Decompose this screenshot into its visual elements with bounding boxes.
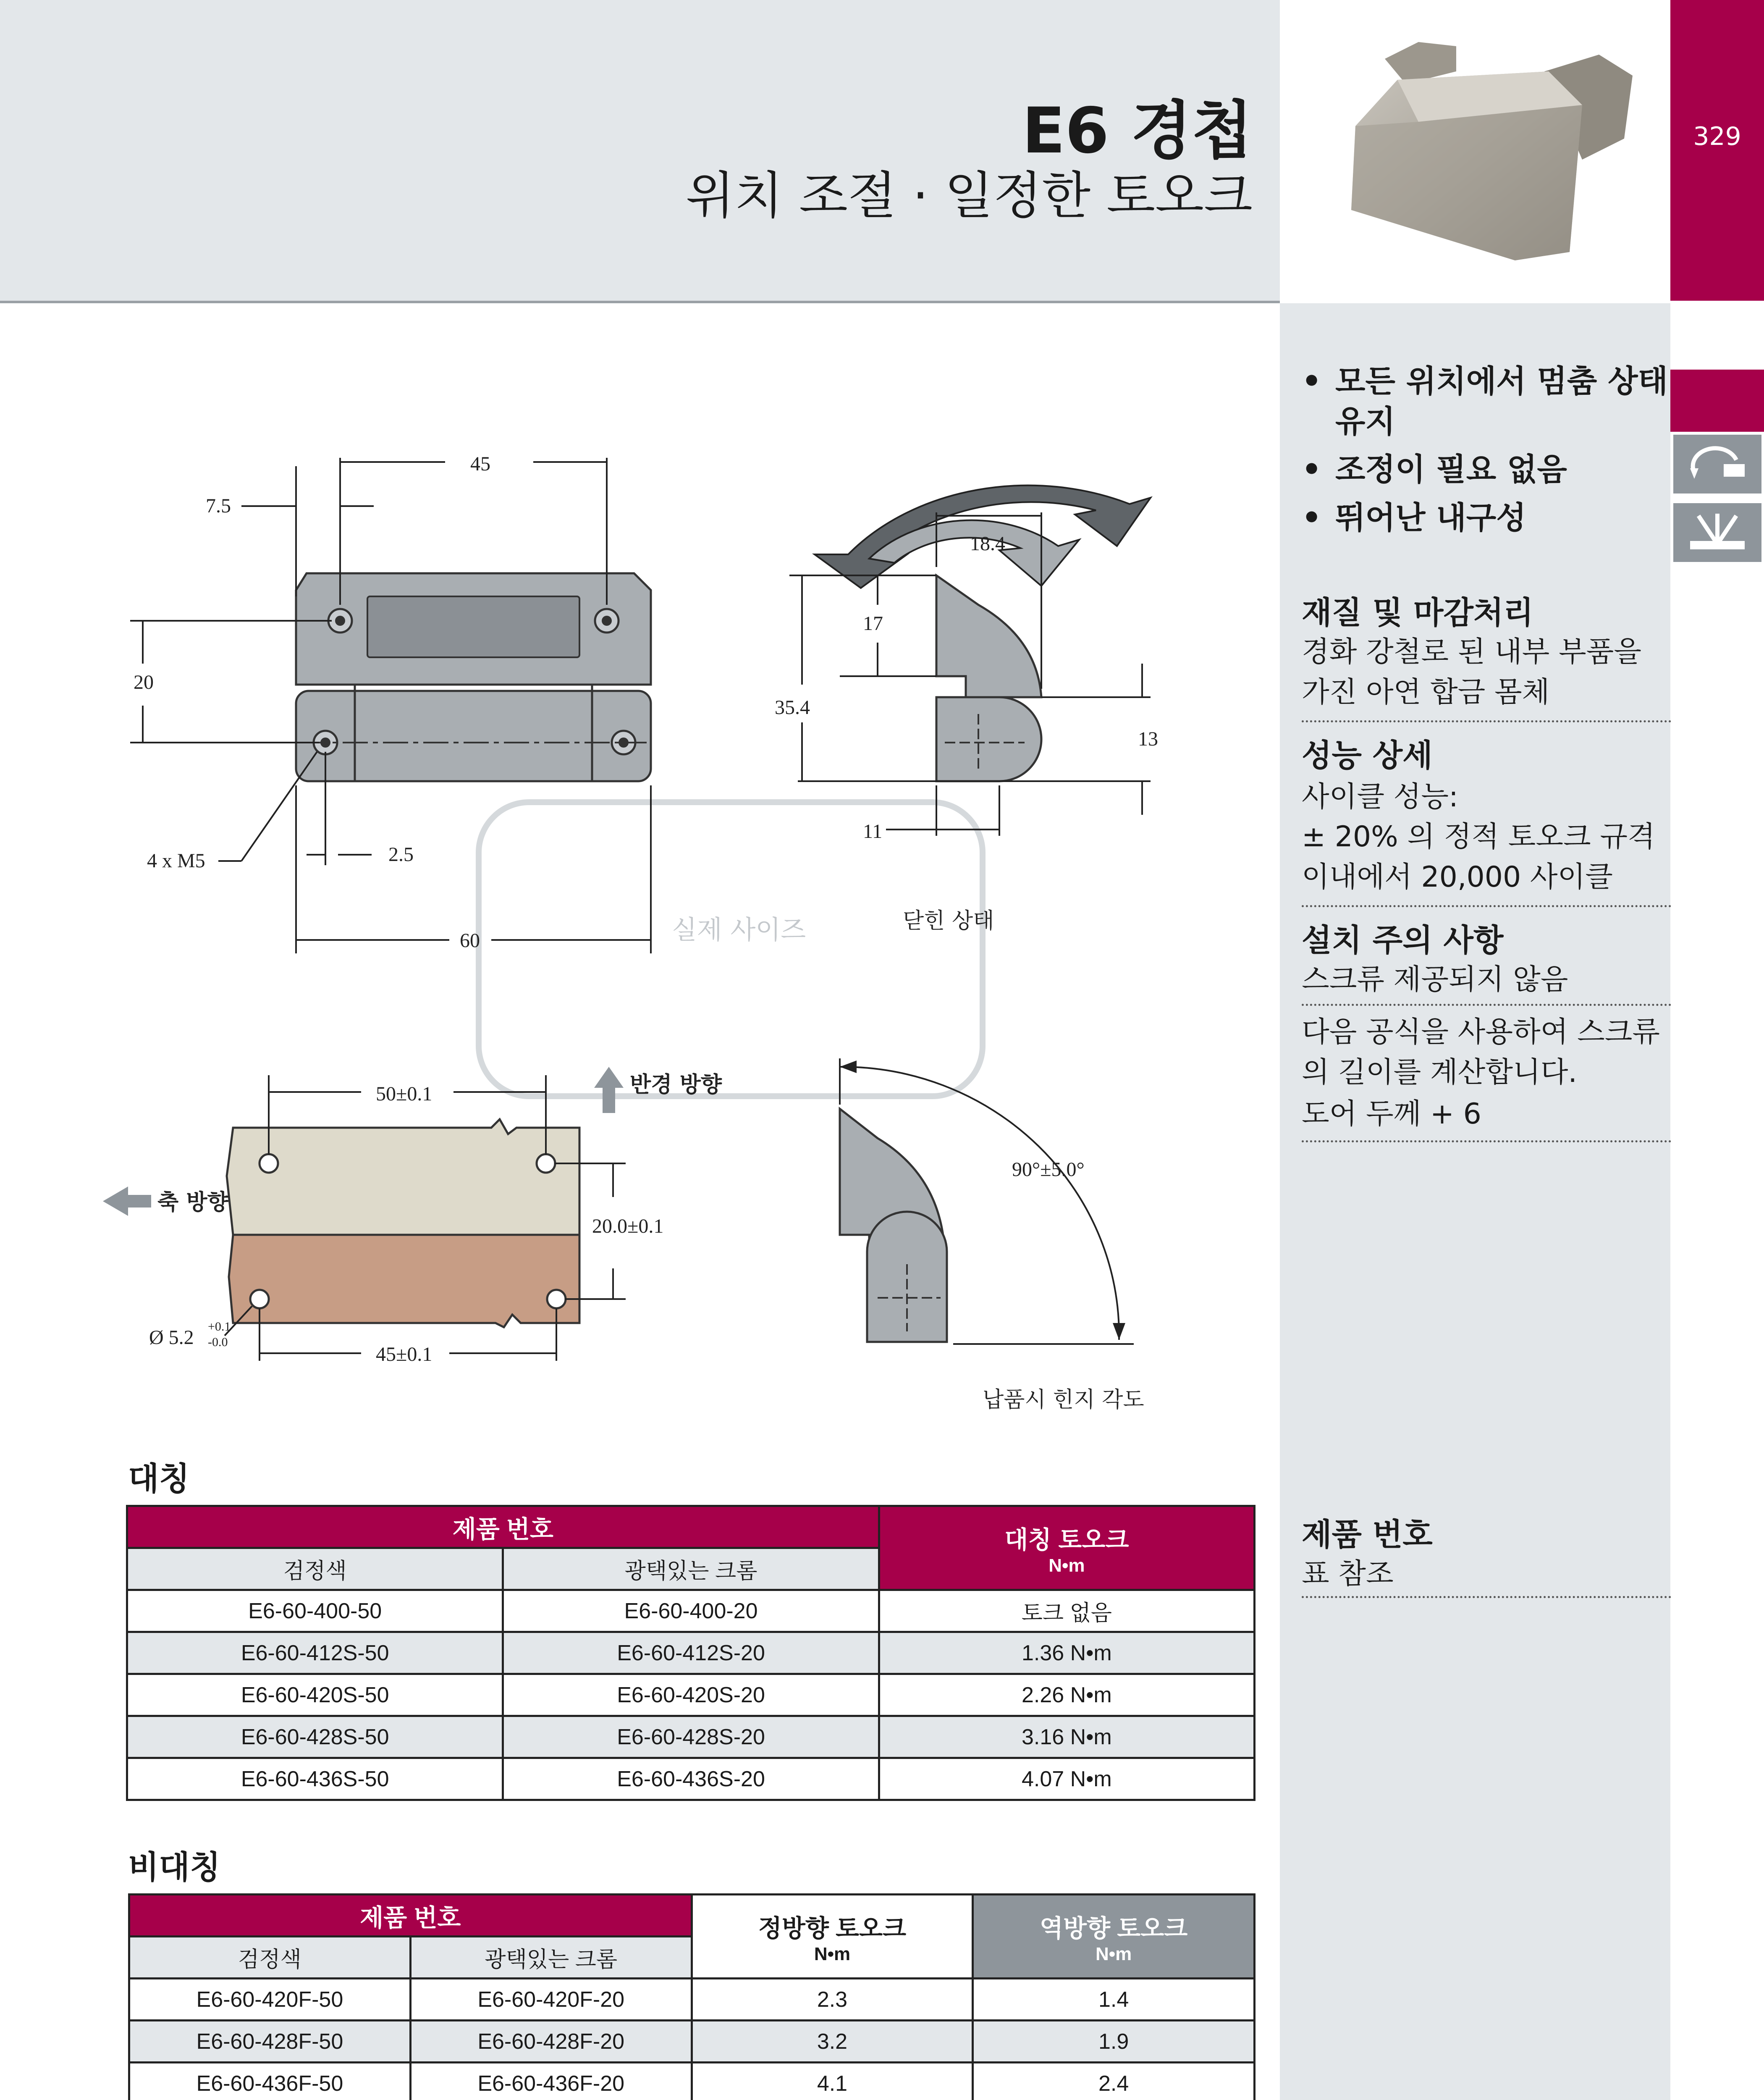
actual-size-outline bbox=[479, 802, 983, 1096]
dim-label: 35.4 bbox=[775, 696, 810, 719]
divider bbox=[1302, 1140, 1671, 1142]
hinge-photo-icon bbox=[1280, 0, 1670, 301]
asymmetric-table bbox=[128, 1893, 1256, 2100]
dim-label: 13 bbox=[1138, 728, 1158, 750]
table-header-torque: 대칭 토오크 N•m bbox=[879, 1506, 1254, 1590]
dim-label: 45±0.1 bbox=[376, 1343, 432, 1365]
dim-label: 20.0±0.1 bbox=[592, 1215, 664, 1237]
dim-label: 18.4 bbox=[970, 533, 1005, 555]
dim-label: 4 x M5 bbox=[147, 850, 205, 872]
table-row: E6-60-436F-50 E6-60-436F-20 4.1 2.4 bbox=[129, 2063, 1255, 2100]
feature-item: • 조정이 필요 없음 bbox=[1302, 449, 1696, 490]
asymmetric-heading: 비대칭 bbox=[128, 1848, 221, 1886]
performance-text: ± 20% 의 정적 토오크 규격 이내에서 20,000 사이클 bbox=[1302, 820, 1655, 894]
actual-size-label: 실제 사이즈 bbox=[672, 914, 806, 945]
table-row: E6-60-400-50 E6-60-400-20 토크 없음 bbox=[127, 1590, 1255, 1632]
table-row: E6-60-428F-50 E6-60-428F-20 3.2 1.9 bbox=[129, 2021, 1255, 2063]
rev-rotation-label: 역방향 회전 bbox=[945, 386, 1031, 405]
dim-label: 90°±5.0° bbox=[1012, 1158, 1085, 1181]
fwd-rotation-label: 정방향 회전 bbox=[945, 430, 1031, 449]
side-panel bbox=[1280, 303, 1670, 2100]
table-header-black: 검정색 bbox=[127, 1548, 503, 1590]
install-text: 스크류 제공되지 않음 bbox=[1302, 963, 1568, 996]
install-text: 도어 두께 + 6 bbox=[1302, 1097, 1481, 1131]
product-photo bbox=[1280, 0, 1670, 301]
install-text: 다음 공식을 사용하여 스크류의 길이를 계산합니다. bbox=[1302, 1016, 1660, 1089]
right-strip bbox=[1670, 0, 1764, 2100]
dim-label: -0.0 bbox=[208, 1335, 228, 1349]
divider bbox=[1302, 720, 1671, 722]
material-heading: 재질 및 마감처리 bbox=[1302, 595, 1533, 631]
table-row: E6-60-420F-50 E6-60-420F-20 2.3 1.4 bbox=[129, 1979, 1255, 2021]
table-header-black: 검정색 bbox=[129, 1937, 411, 1979]
dim-label: 17 bbox=[863, 612, 883, 635]
dim-label: Ø 5.2 bbox=[149, 1326, 194, 1349]
top-view bbox=[130, 453, 651, 953]
table-group-header: 제품 번호 bbox=[129, 1895, 692, 1937]
mounting-pattern bbox=[103, 1067, 722, 1365]
feature-item: • 모든 위치에서 멈춤 상태 유지 bbox=[1302, 361, 1696, 442]
axial-arrow-icon bbox=[103, 1186, 151, 1216]
table-row: E6-60-420S-50 E6-60-420S-20 2.26 N•m bbox=[127, 1674, 1255, 1716]
part-text: 표 참조 bbox=[1302, 1557, 1394, 1591]
material-text: 경화 강철로 된 내부 부품을 가진 아연 합금 몸체 bbox=[1302, 635, 1642, 709]
install-heading: 설치 주의 사항 bbox=[1302, 922, 1504, 958]
dim-label: 11 bbox=[863, 820, 883, 843]
table-header-rev: 역방향 토오크 N•m bbox=[973, 1895, 1255, 1979]
page-number: 329 bbox=[1693, 122, 1741, 151]
symmetric-table bbox=[126, 1505, 1256, 1801]
dim-label: 50±0.1 bbox=[376, 1083, 432, 1105]
part-heading: 제품 번호 bbox=[1302, 1517, 1433, 1553]
table-row: E6-60-436S-50 E6-60-436S-20 4.07 N•m bbox=[127, 1758, 1255, 1800]
axial-direction-label: 축 방향 bbox=[157, 1190, 228, 1215]
dim-label: 45 bbox=[470, 453, 490, 475]
table-header-chrome: 광택있는 크롬 bbox=[410, 1937, 692, 1979]
table-row: E6-60-428S-50 E6-60-428S-20 3.16 N•m bbox=[127, 1716, 1255, 1758]
side-view-closed bbox=[775, 512, 1158, 934]
radial-direction-label: 반경 방향 bbox=[630, 1072, 722, 1097]
dim-label: +0.1 bbox=[208, 1320, 231, 1334]
radial-arrow-icon bbox=[594, 1067, 624, 1113]
delivery-angle-view bbox=[840, 1058, 1144, 1412]
delivery-angle-label: 납품시 힌지 각도 bbox=[983, 1387, 1144, 1412]
page-subtitle: 위치 조절 · 일정한 토오크 bbox=[686, 167, 1253, 225]
table-group-header: 제품 번호 bbox=[127, 1506, 879, 1548]
rotation-arrows bbox=[815, 386, 1151, 588]
page-title: E6 경첩 bbox=[1022, 94, 1253, 168]
technical-drawing bbox=[0, 303, 1276, 1437]
dim-label: 60 bbox=[460, 929, 480, 952]
table-row: E6-60-412S-50 E6-60-412S-20 1.36 N•m bbox=[127, 1632, 1255, 1674]
table-header-chrome: 광택있는 크롬 bbox=[503, 1548, 879, 1590]
dim-label: 20 bbox=[134, 671, 154, 693]
divider bbox=[1302, 905, 1671, 907]
table-header-fwd: 정방향 토오크 N•m bbox=[692, 1895, 973, 1979]
feature-item: • 뛰어난 내구성 bbox=[1302, 498, 1696, 538]
divider bbox=[1302, 1596, 1671, 1598]
performance-text: 사이클 성능: bbox=[1302, 780, 1458, 814]
performance-heading: 성능 상세 bbox=[1302, 738, 1433, 774]
divider bbox=[1302, 1004, 1671, 1006]
dim-label: 7.5 bbox=[206, 495, 231, 517]
dim-label: 2.5 bbox=[388, 843, 414, 866]
closed-state-label: 닫힌 상태 bbox=[903, 908, 994, 934]
symmetric-heading: 대칭 bbox=[128, 1460, 190, 1497]
